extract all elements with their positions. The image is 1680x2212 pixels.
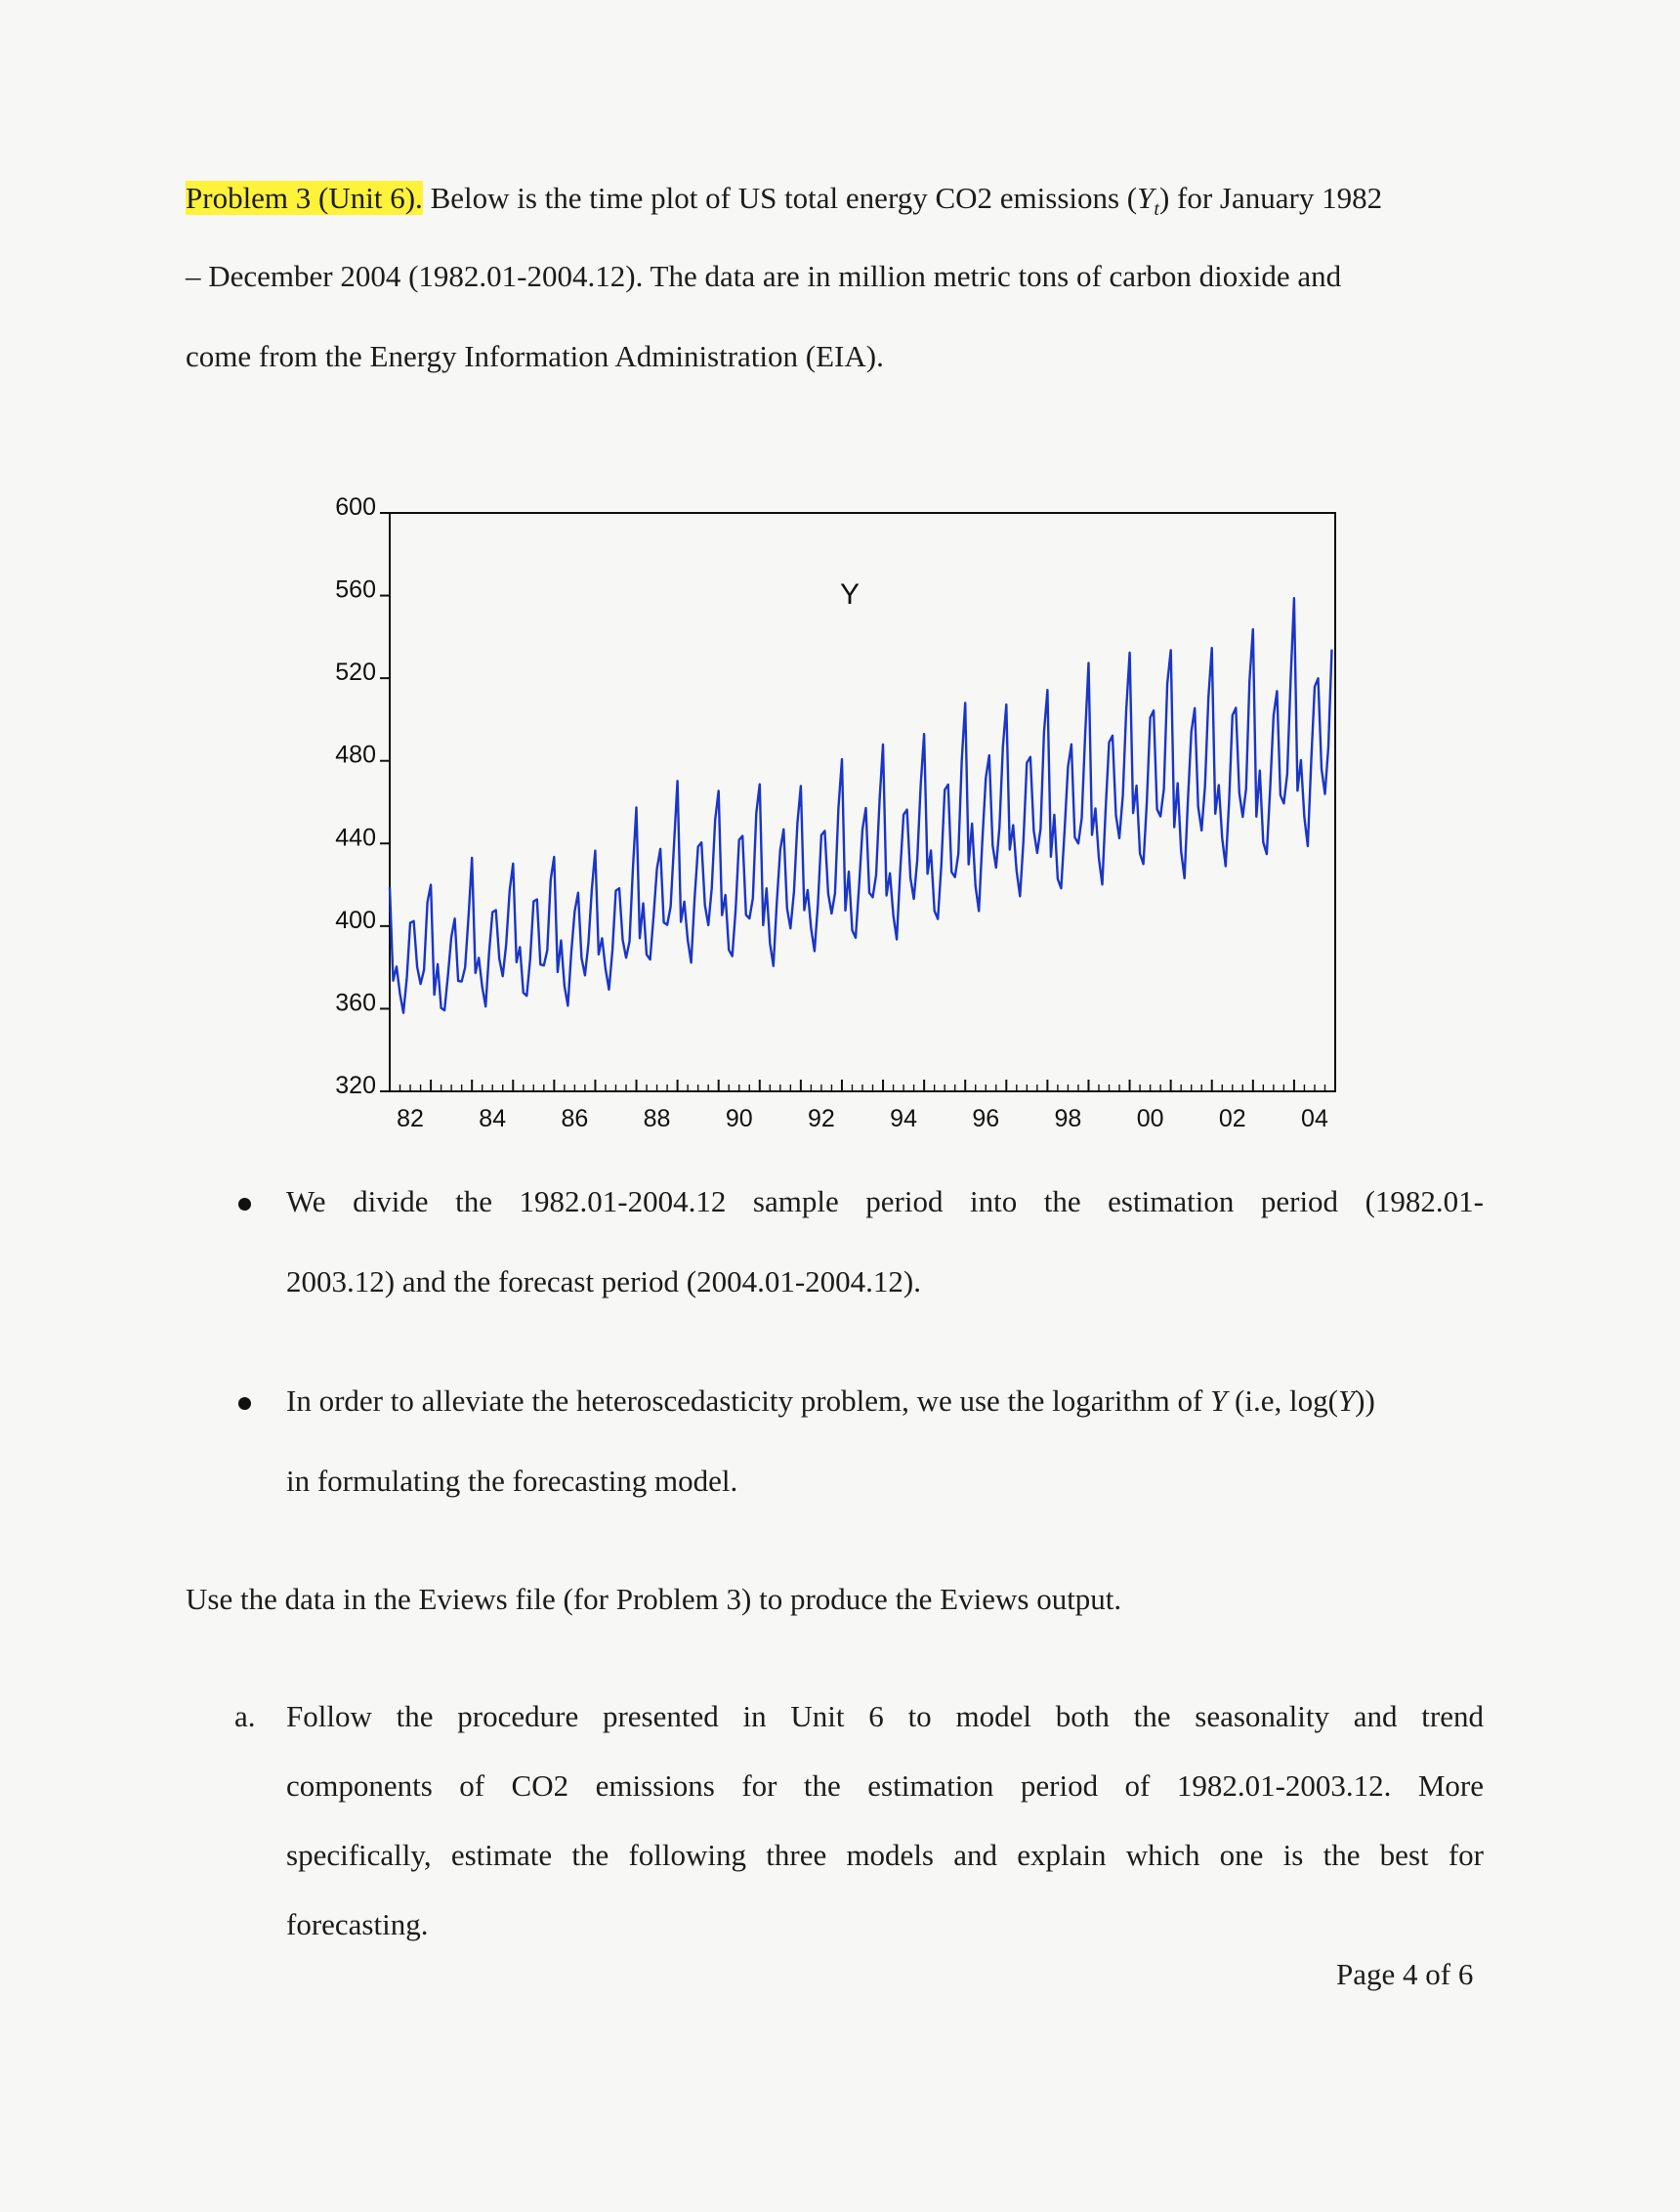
x-tick-label: 92 (808, 1105, 835, 1132)
x-tick-label: 82 (397, 1105, 424, 1132)
variable-y: Y (1337, 1383, 1356, 1418)
x-tick-label: 98 (1054, 1105, 1082, 1132)
part-a-line-1: Follow the procedure presented in Unit 6 to model both the seasonality and trend (286, 1699, 1484, 1733)
y-tick-label: 360 (335, 989, 376, 1017)
plot-frame (390, 513, 1335, 1091)
y-tick-label: 400 (335, 906, 376, 934)
bullet-2-text-before: In order to alleviate the heteroscedasticity problem, we use the logarithm of (286, 1383, 1211, 1418)
bullet-2-line-2: in formulating the forecasting model. (286, 1464, 738, 1498)
co2-time-plot (313, 484, 1348, 1148)
problem-intro-line-2: – December 2004 (1982.01-2004.12). The data are in million metric tons of carbon dioxide and (186, 259, 1342, 293)
x-tick-label: 86 (561, 1105, 589, 1132)
x-axis (390, 1080, 1335, 1132)
part-a-line-4: forecasting. (286, 1907, 429, 1941)
bullet-dot-1 (238, 1198, 251, 1211)
bullet-2-text-after: )) (1355, 1383, 1375, 1418)
x-tick-label: 88 (643, 1105, 671, 1132)
x-tick-label: 94 (890, 1105, 917, 1132)
problem-text-before-var: Below is the time plot of US total energy CO2 emissions ( (422, 181, 1138, 215)
y-tick-label: 560 (335, 575, 376, 604)
series-line-y (390, 598, 1332, 1012)
y-tick-label: 520 (335, 659, 376, 687)
page-number: Page 4 of 6 (1336, 1957, 1474, 1991)
chart-svg (313, 484, 1348, 1148)
x-tick-label: 02 (1218, 1105, 1246, 1132)
x-tick-label: 00 (1136, 1105, 1164, 1132)
part-a-marker: a. (234, 1699, 256, 1733)
bullet-1-line-1: We divide the 1982.01-2004.12 sample period into the estimation period (1982.01- (286, 1184, 1484, 1218)
chart-title: Y (839, 578, 861, 611)
variable-subscript-t: t (1154, 198, 1159, 221)
y-tick-label: 320 (335, 1072, 376, 1099)
y-tick-label: 480 (335, 741, 376, 769)
y-axis (335, 493, 390, 1099)
problem-intro-line-3: come from the Energy Information Administration (EIA). (186, 339, 884, 373)
y-tick-label: 440 (335, 824, 376, 852)
variable-y: Y (1137, 181, 1155, 215)
bullet-1-line-2: 2003.12) and the forecast period (2004.01-2004.12). (286, 1264, 921, 1298)
part-a-line-3: specifically, estimate the following three models and explain which one is the best for (286, 1838, 1484, 1872)
instruction-text: Use the data in the Eviews file (for Problem 3) to produce the Eviews output. (186, 1582, 1122, 1616)
problem-text-after-var: ) for January 1982 (1158, 181, 1383, 215)
bullet-dot-2 (238, 1397, 251, 1410)
variable-y: Y (1210, 1383, 1228, 1418)
problem-label: Problem 3 (Unit 6). (186, 181, 423, 215)
x-tick-label: 04 (1301, 1105, 1328, 1132)
part-a-line-2: components of CO2 emissions for the estimation period of 1982.01-2003.12. More (286, 1768, 1484, 1803)
y-tick-label: 600 (335, 493, 376, 521)
x-tick-label: 84 (479, 1105, 507, 1132)
x-tick-label: 90 (725, 1105, 753, 1132)
problem-intro-line-1 (186, 179, 1382, 229)
bullet-2-line-1 (286, 1382, 1375, 1421)
bullet-2-text-mid: (i.e, log( (1227, 1383, 1338, 1418)
x-tick-label: 96 (972, 1105, 1000, 1132)
